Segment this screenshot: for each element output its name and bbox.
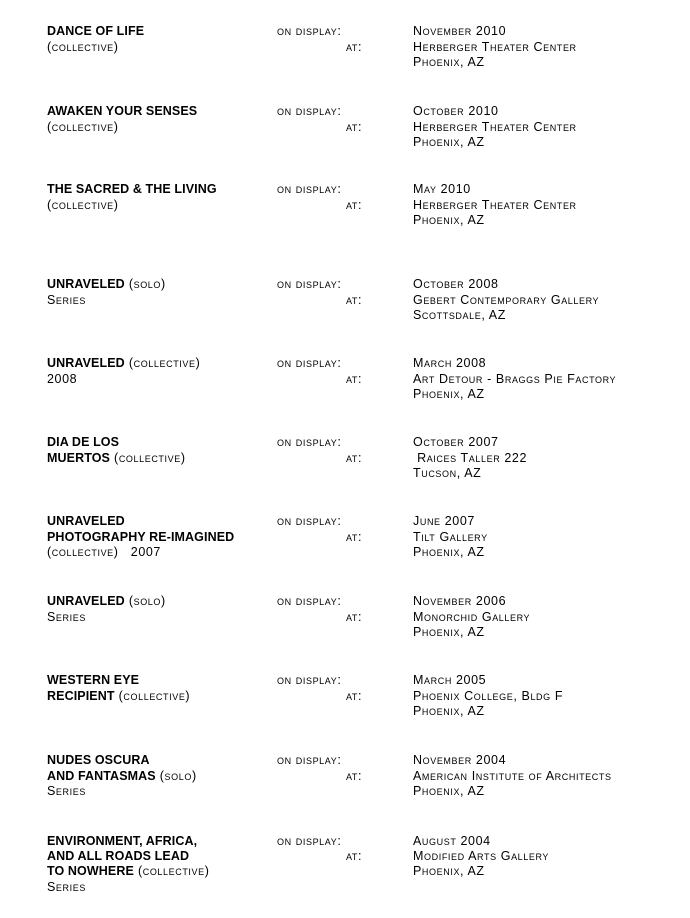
at-label: at: xyxy=(346,372,363,386)
exhibit-title-line: WESTERN EYE xyxy=(47,673,140,687)
exhibit-venue: Herberger Theater Center xyxy=(413,198,577,212)
exhibit-date: March 2008 xyxy=(413,356,487,370)
exhibit-date: August 2004 xyxy=(413,834,491,848)
exhibit-location: Tucson, AZ xyxy=(413,466,482,480)
exhibit-location: Scottsdale, AZ xyxy=(413,308,506,322)
exhibit-location: Phoenix, AZ xyxy=(413,784,485,798)
exhibit-location: Phoenix, AZ xyxy=(413,135,485,149)
exhibit-venue: Gebert Contemporary Gallery xyxy=(413,293,600,307)
exhibit-title-line: Series xyxy=(47,880,86,894)
exhibit-title-line: NUDES OSCURA xyxy=(47,753,150,767)
exhibit-title-line: (collective) 2007 xyxy=(47,545,161,559)
on-display-label: on display: xyxy=(277,277,342,291)
on-display-label: on display: xyxy=(277,673,342,687)
exhibit-venue: Raices Taller 222 xyxy=(413,451,528,465)
exhibit-title-line: UNRAVELED (solo) xyxy=(47,594,166,608)
at-label: at: xyxy=(346,198,363,212)
exhibit-location: Phoenix, AZ xyxy=(413,55,485,69)
exhibit-title-line: Series xyxy=(47,610,86,624)
exhibit-title-line: 2008 xyxy=(47,372,78,386)
at-label: at: xyxy=(346,769,363,783)
exhibit-date: November 2010 xyxy=(413,24,507,38)
on-display-label: on display: xyxy=(277,356,342,370)
at-label: at: xyxy=(346,530,363,544)
exhibit-title-line: UNRAVELED xyxy=(47,514,125,528)
at-label: at: xyxy=(346,40,363,54)
exhibit-title-line: (collective) xyxy=(47,40,119,54)
on-display-label: on display: xyxy=(277,753,342,767)
exhibit-title-line: AND FANTASMAS (solo) xyxy=(47,769,197,783)
exhibit-title-line: (collective) xyxy=(47,198,119,212)
exhibit-venue: Herberger Theater Center xyxy=(413,120,577,134)
at-label: at: xyxy=(346,689,363,703)
exhibit-venue: Tilt Gallery xyxy=(413,530,488,544)
exhibit-location: Phoenix, AZ xyxy=(413,704,485,718)
exhibit-title-line: UNRAVELED (solo) xyxy=(47,277,166,291)
exhibit-location: Phoenix, AZ xyxy=(413,213,485,227)
on-display-label: on display: xyxy=(277,514,342,528)
at-label: at: xyxy=(346,451,363,465)
exhibit-date: March 2005 xyxy=(413,673,487,687)
exhibit-title-line: DIA DE LOS xyxy=(47,435,120,449)
exhibit-date: October 2008 xyxy=(413,277,499,291)
exhibit-venue: Phoenix College, Bldg F xyxy=(413,689,564,703)
exhibit-date: November 2006 xyxy=(413,594,507,608)
exhibit-title-line: (collective) xyxy=(47,120,119,134)
exhibit-title-line: ENVIRONMENT, AFRICA, xyxy=(47,834,198,848)
on-display-label: on display: xyxy=(277,24,342,38)
exhibit-date: October 2007 xyxy=(413,435,499,449)
exhibit-title-line: PHOTOGRAPHY RE-IMAGINED xyxy=(47,530,235,544)
at-label: at: xyxy=(346,610,363,624)
exhibit-title-line: Series xyxy=(47,293,86,307)
exhibit-date: June 2007 xyxy=(413,514,475,528)
exhibit-venue: American Institute of Architects xyxy=(413,769,612,783)
exhibit-date: May 2010 xyxy=(413,182,471,196)
exhibit-title-line: UNRAVELED (collective) xyxy=(47,356,201,370)
exhibit-title-line: RECIPIENT (collective) xyxy=(47,689,191,703)
exhibit-location: Phoenix, AZ xyxy=(413,864,485,878)
exhibit-location: Phoenix, AZ xyxy=(413,387,485,401)
exhibit-venue: Herberger Theater Center xyxy=(413,40,577,54)
on-display-label: on display: xyxy=(277,594,342,608)
exhibit-date: November 2004 xyxy=(413,753,507,767)
on-display-label: on display: xyxy=(277,182,342,196)
exhibit-title-line: DANCE OF LIFE xyxy=(47,24,145,38)
exhibit-location: Phoenix, AZ xyxy=(413,625,485,639)
on-display-label: on display: xyxy=(277,435,342,449)
at-label: at: xyxy=(346,849,363,863)
on-display-label: on display: xyxy=(277,834,342,848)
exhibit-title-line: AWAKEN YOUR SENSES xyxy=(47,104,198,118)
exhibit-date: October 2010 xyxy=(413,104,499,118)
exhibit-venue: Art Detour - Braggs Pie Factory xyxy=(413,372,617,386)
exhibit-title-line: AND ALL ROADS LEAD xyxy=(47,849,190,863)
exhibit-venue: Monorchid Gallery xyxy=(413,610,531,624)
exhibit-title-line: TO NOWHERE (collective) xyxy=(47,864,210,878)
exhibit-title-line: MUERTOS (collective) xyxy=(47,451,186,465)
on-display-label: on display: xyxy=(277,104,342,118)
at-label: at: xyxy=(346,120,363,134)
exhibit-title-line: THE SACRED & THE LIVING xyxy=(47,182,217,196)
exhibit-venue: Modified Arts Gallery xyxy=(413,849,550,863)
exhibit-location: Phoenix, AZ xyxy=(413,545,485,559)
exhibit-title-line: Series xyxy=(47,784,86,798)
at-label: at: xyxy=(346,293,363,307)
